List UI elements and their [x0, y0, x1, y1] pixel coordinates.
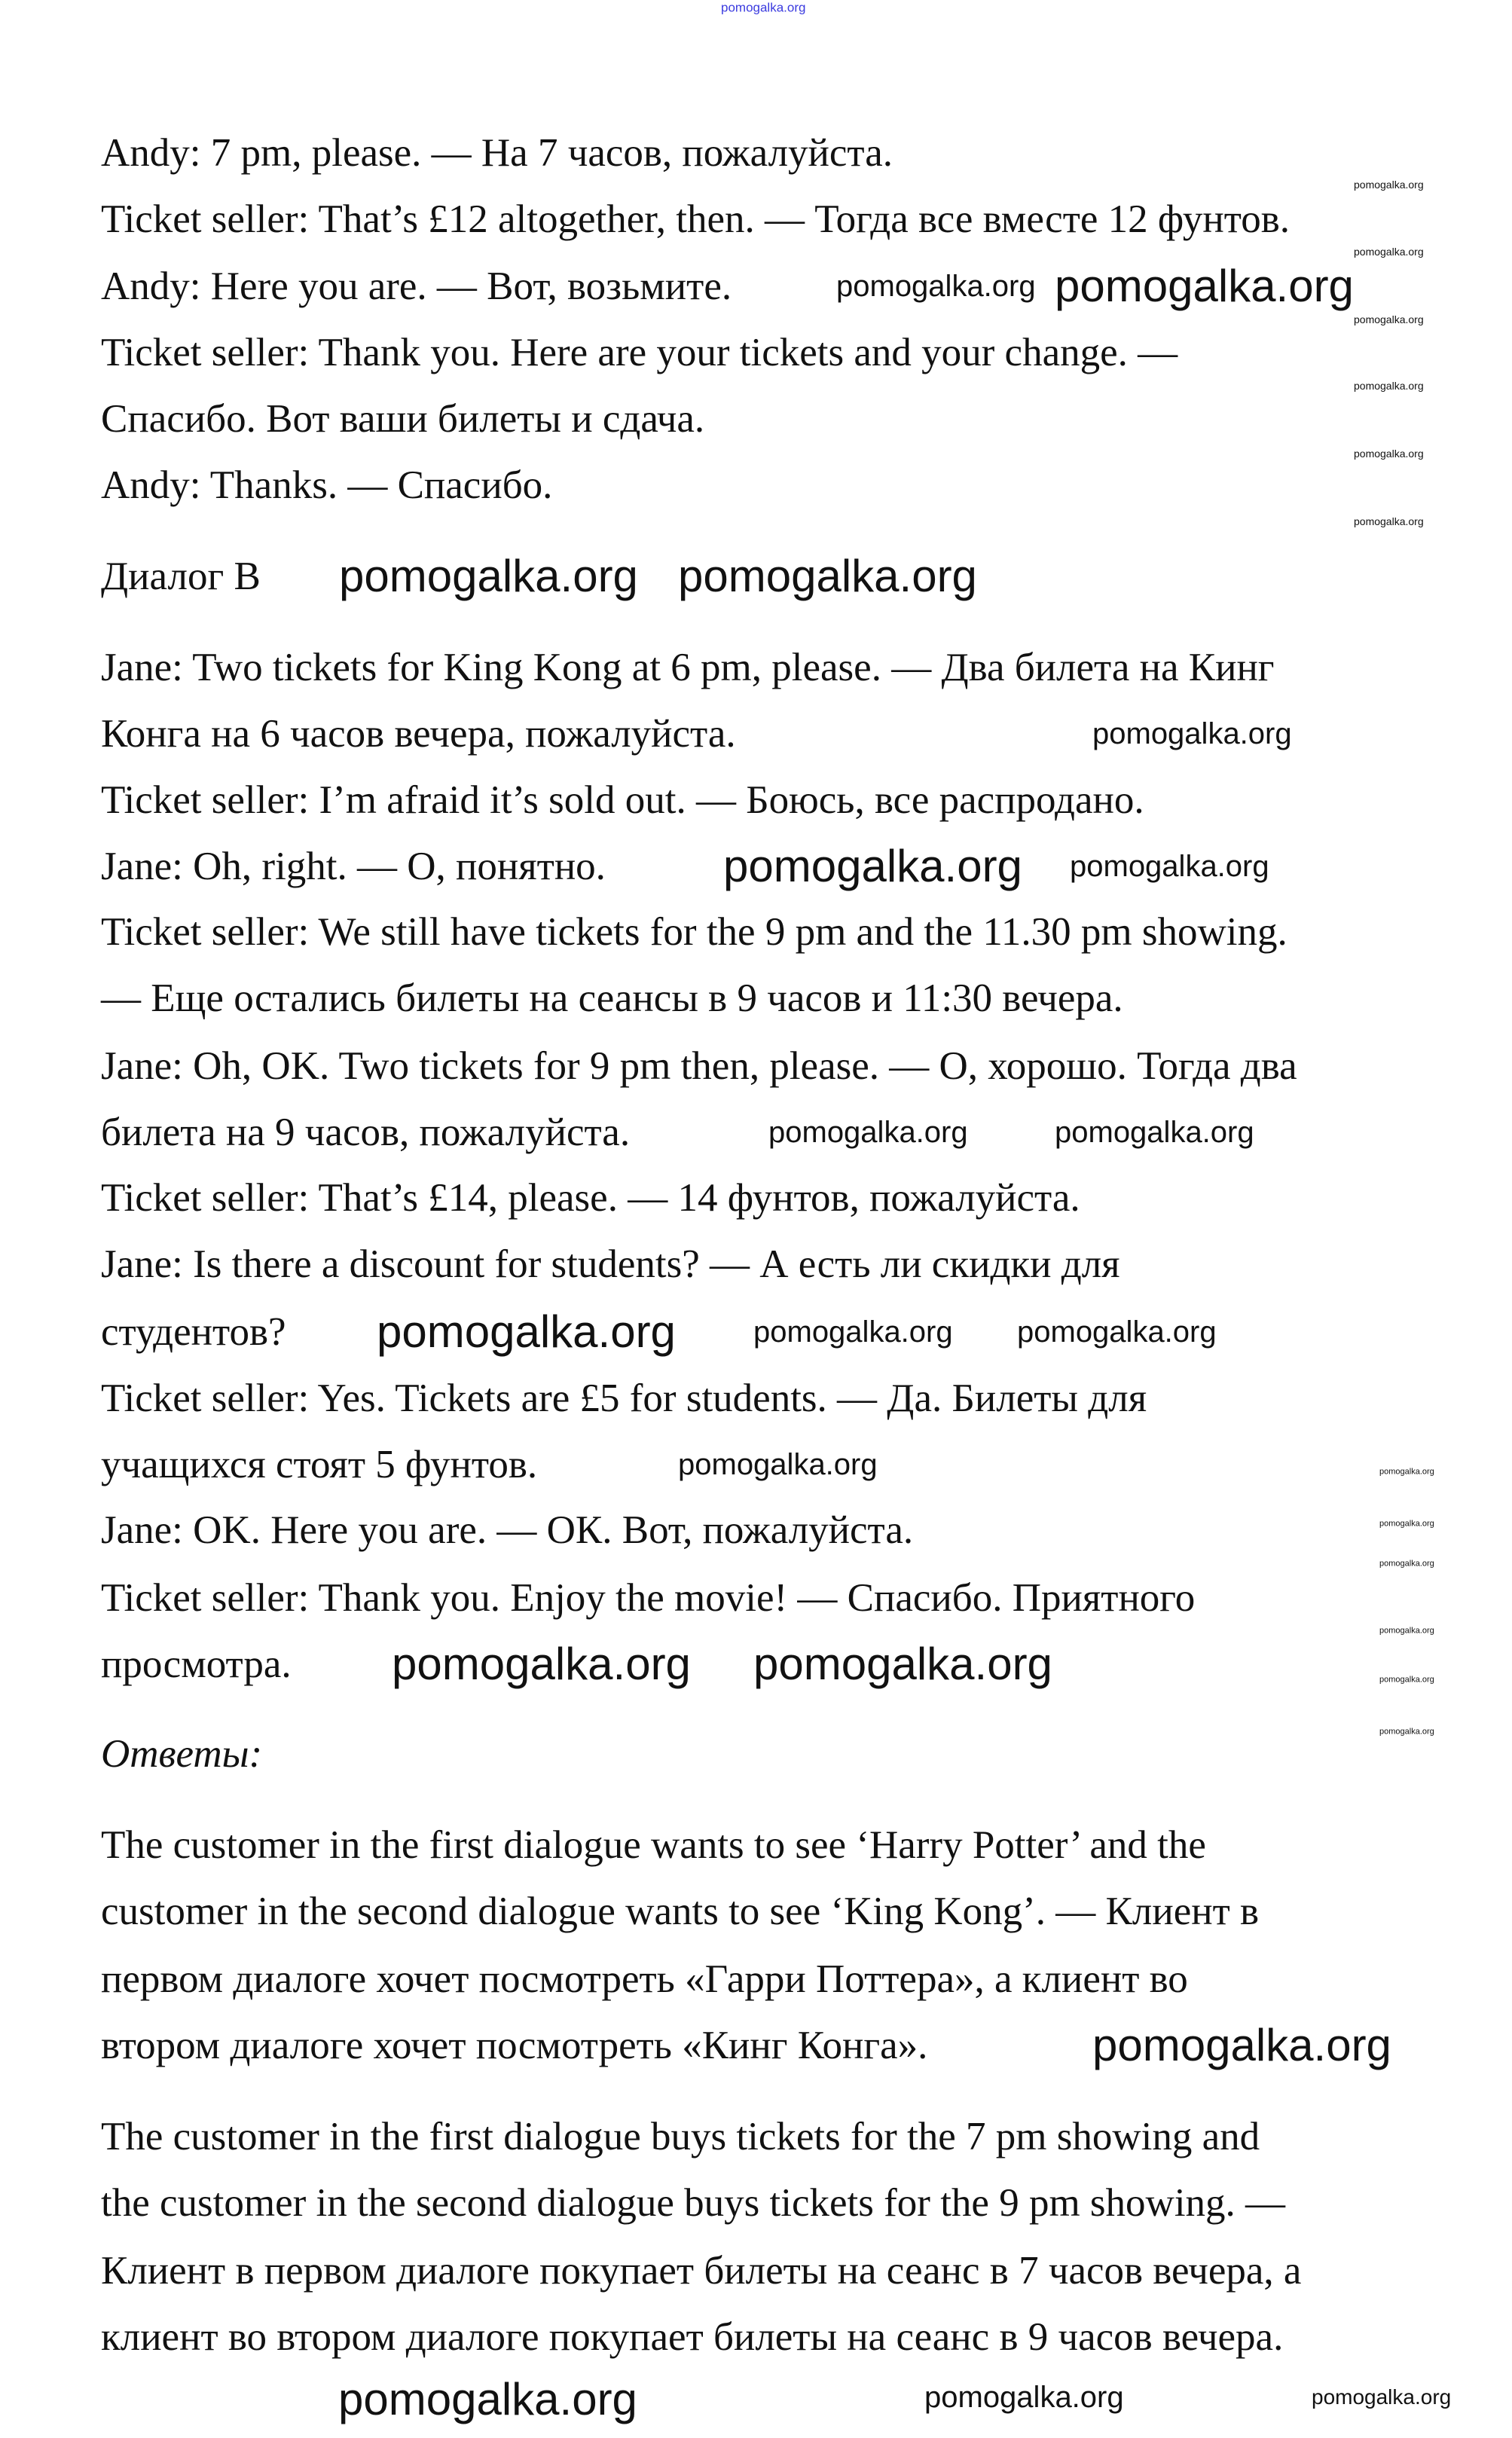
- dialogue-line: Ticket seller: We still have tickets for the 9 pm and the 11.30 pm showing.: [101, 910, 1287, 954]
- answer-line: The customer in the first dialogue buys tickets for the 7 pm showing and: [101, 2115, 1260, 2158]
- dialogue-line: Ticket seller: Yes. Tickets are £5 for students. — Да. Билеты для: [101, 1376, 1147, 1420]
- dialogue-line: Jane: Oh, right. — О, понятно.: [101, 845, 606, 888]
- dialogue-line: Jane: Two tickets for King Kong at 6 pm, please. — Два билета на Кинг: [101, 646, 1275, 689]
- watermark: pomogalka.org: [1354, 380, 1424, 392]
- watermark: pomogalka.org: [1354, 448, 1424, 460]
- watermark: pomogalka.org: [1354, 313, 1424, 325]
- answer-line: первом диалоге хочет посмотреть «Гарри Поттера», а клиент во: [101, 1957, 1188, 2001]
- watermark: pomogalka.org: [768, 1116, 968, 1149]
- dialogue-line: Спасибо. Вот ваши билеты и сдача.: [101, 397, 705, 441]
- dialogue-line: Конга на 6 часов вечера, пожалуйста.: [101, 712, 736, 756]
- watermark: pomogalka.org: [753, 1639, 1052, 1689]
- answers-heading: Ответы:: [101, 1732, 263, 1776]
- dialogue-line: — Еще остались билеты на сеансы в 9 часов и 11:30 вечера.: [101, 976, 1123, 1020]
- dialogue-line: Ticket seller: That’s £14, please. — 14 фунтов, пожалуйста.: [101, 1176, 1080, 1220]
- dialogue-line: Ticket seller: Thank you. Here are your tickets and your change. —: [101, 331, 1178, 374]
- answer-line: втором диалоге хочет посмотреть «Кинг Конга».: [101, 2024, 928, 2067]
- dialogue-line: учащихся стоят 5 фунтов.: [101, 1443, 538, 1486]
- answer-line: customer in the second dialogue wants to see ‘King Kong’. — Клиент в: [101, 1890, 1260, 1933]
- answer-line: Клиент в первом диалоге покупает билеты на сеанс в 7 часов вечера, а: [101, 2249, 1302, 2293]
- dialogue-line: Ticket seller: Thank you. Enjoy the movie! — Спасибо. Приятного: [101, 1576, 1196, 1620]
- watermark: pomogalka.org: [338, 2374, 637, 2424]
- watermark: pomogalka.org: [1312, 2385, 1452, 2409]
- watermark: pomogalka.org: [1055, 1116, 1254, 1149]
- watermark: pomogalka.org: [1017, 1315, 1217, 1349]
- watermark: pomogalka.org: [339, 551, 638, 601]
- dialogue-line: Andy: Thanks. — Спасибо.: [101, 463, 553, 507]
- watermark-header-link[interactable]: pomogalka.org: [721, 0, 806, 15]
- section-heading-dialogue-b: Диалог B: [101, 555, 261, 598]
- watermark: pomogalka.org: [1379, 1519, 1434, 1529]
- dialogue-line: Andy: Here you are. — Вот, возьмите.: [101, 264, 732, 308]
- dialogue-line: Andy: 7 pm, please. — На 7 часов, пожалуйста.: [101, 131, 893, 175]
- watermark: pomogalka.org: [678, 551, 977, 601]
- dialogue-line: Jane: OK. Here you are. — ОК. Вот, пожалуйста.: [101, 1508, 914, 1552]
- watermark: pomogalka.org: [1379, 1626, 1434, 1636]
- watermark: pomogalka.org: [1092, 717, 1292, 750]
- dialogue-line: билета на 9 часов, пожалуйста.: [101, 1111, 631, 1154]
- watermark: pomogalka.org: [1354, 179, 1424, 191]
- watermark: pomogalka.org: [377, 1306, 676, 1357]
- watermark: pomogalka.org: [1379, 1559, 1434, 1569]
- watermark: pomogalka.org: [1379, 1675, 1434, 1685]
- answer-line: the customer in the second dialogue buys tickets for the 9 pm showing. —: [101, 2181, 1286, 2225]
- watermark: pomogalka.org: [1092, 2020, 1391, 2070]
- watermark: pomogalka.org: [924, 2381, 1124, 2414]
- dialogue-line: Ticket seller: That’s £12 altogether, then. — Тогда все вместе 12 фунтов.: [101, 197, 1291, 241]
- dialogue-line: Ticket seller: I’m afraid it’s sold out. — Боюсь, все распродано.: [101, 778, 1144, 822]
- dialogue-line: просмотра.: [101, 1642, 292, 1686]
- answer-line: клиент во втором диалоге покупает билеты на сеанс в 9 часов вечера.: [101, 2315, 1284, 2359]
- watermark: pomogalka.org: [1354, 246, 1424, 258]
- watermark: pomogalka.org: [753, 1315, 953, 1349]
- watermark: pomogalka.org: [1379, 1727, 1434, 1737]
- watermark: pomogalka.org: [678, 1448, 878, 1481]
- watermark: pomogalka.org: [392, 1639, 691, 1689]
- watermark: pomogalka.org: [723, 841, 1022, 891]
- watermark: pomogalka.org: [1070, 850, 1269, 883]
- dialogue-line: студентов?: [101, 1310, 286, 1354]
- watermark: pomogalka.org: [1354, 515, 1424, 527]
- dialogue-line: Jane: Oh, OK. Two tickets for 9 pm then, please. — О, хорошо. Тогда два: [101, 1044, 1297, 1088]
- answer-line: The customer in the first dialogue wants to see ‘Harry Potter’ and the: [101, 1823, 1206, 1867]
- watermark: pomogalka.org: [836, 270, 1036, 303]
- dialogue-line: Jane: Is there a discount for students? — А есть ли скидки для: [101, 1242, 1120, 1286]
- watermark: pomogalka.org: [1379, 1467, 1434, 1477]
- watermark: pomogalka.org: [1055, 261, 1354, 311]
